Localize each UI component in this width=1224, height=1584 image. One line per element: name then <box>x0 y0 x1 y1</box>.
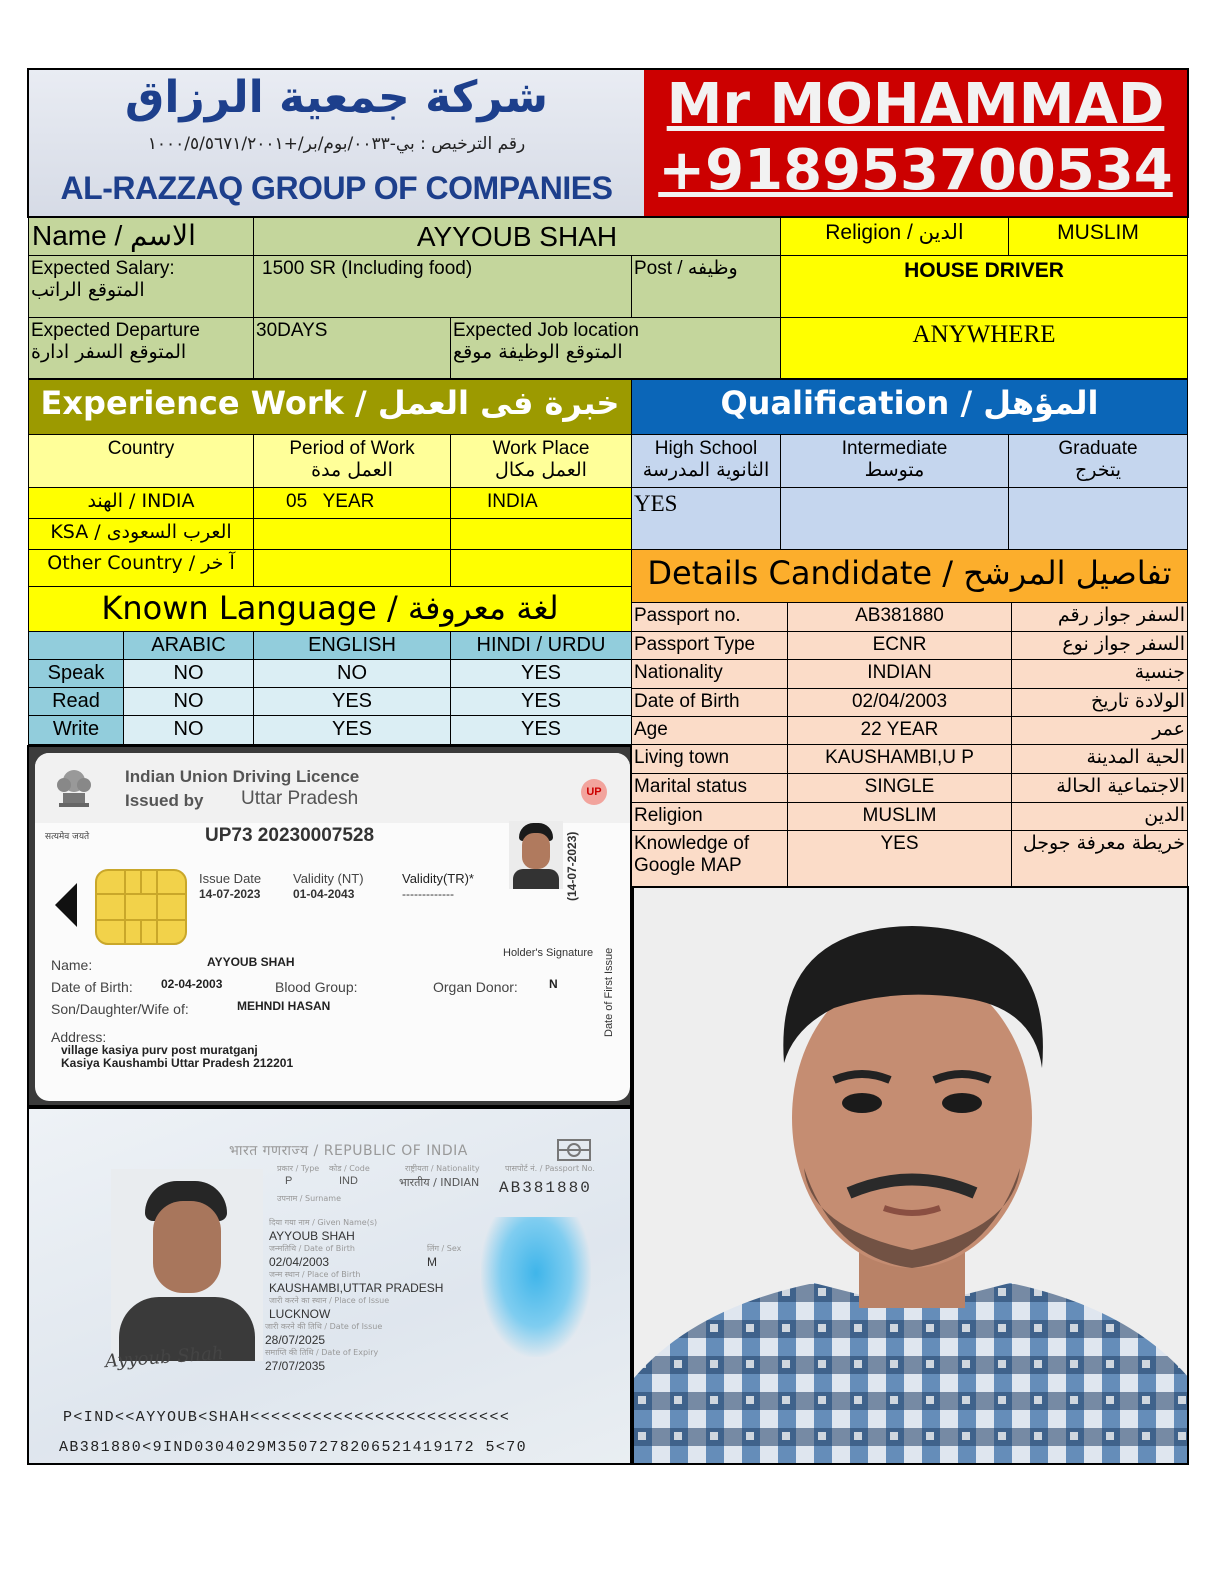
exp-col-period-label: Period of Work <box>289 438 415 459</box>
passport-mrz-line-2: AB381880<9IND0304029M3507278206521419172 5<70 <box>59 1439 528 1456</box>
job-location-value: ANYWHERE <box>780 317 1188 379</box>
details-title: Details Candidate / تفاصيل المرشح <box>631 549 1188 603</box>
departure-label-cell <box>28 317 254 379</box>
candidate-portrait-illustration <box>634 888 1189 1465</box>
details-label: Nationality <box>631 659 788 689</box>
passport-photo <box>111 1169 263 1361</box>
passport-dob: 02/04/2003 <box>269 1255 330 1269</box>
exp-row-country: KSA / العرب السعودى <box>28 518 254 550</box>
qual-col-grad <box>1008 434 1188 488</box>
details-value: KAUSHAMBI,U P <box>787 744 1012 774</box>
exp-col-place-arabic: العمل مكال <box>495 458 587 481</box>
post-label: Post / وظيفه <box>631 255 781 318</box>
validity-nt-label: Validity (NT) <box>293 871 364 886</box>
details-label-arabic: الحية المدينة <box>1011 744 1188 774</box>
qual-inter-value <box>780 487 1009 550</box>
qual-grad-value <box>1008 487 1188 550</box>
religion-value: MUSLIM <box>1008 217 1188 256</box>
arrow-left-icon <box>55 883 79 927</box>
details-label: Passport no. <box>631 602 788 632</box>
details-value: INDIAN <box>787 659 1012 689</box>
religion-label: Religion / الدين <box>780 217 1009 256</box>
candidate-photo <box>632 886 1189 1465</box>
details-label: Knowledge of Google MAP <box>631 830 788 887</box>
qual-col-inter-arabic: متوسط <box>864 458 925 481</box>
exp-col-period <box>253 434 451 488</box>
exp-row-country: الهند / INDIA <box>28 487 254 519</box>
passport-code-label: कोड / Code <box>329 1164 370 1173</box>
qual-high-value: YES <box>631 487 781 550</box>
company-name-english: AL-RAZZAQ GROUP OF COMPANIES <box>60 170 613 206</box>
departure-value: 30DAYS <box>253 317 451 379</box>
exp-row-period <box>253 549 451 587</box>
issue-date: 14-07-2023 <box>199 887 261 901</box>
job-location-label: Expected Job location <box>453 320 639 341</box>
qual-col-inter <box>780 434 1009 488</box>
exp-col-country: Country <box>28 434 254 488</box>
post-value: HOUSE DRIVER <box>780 255 1188 318</box>
language-corner <box>28 631 124 660</box>
language-title: Known Language / لغة معروفة <box>28 586 632 632</box>
passport-nationality-label: राष्ट्रीयता / Nationality <box>405 1164 480 1173</box>
lang-cell: NO <box>123 687 254 716</box>
licence-portrait <box>509 821 563 889</box>
lang-cell: YES <box>450 659 632 688</box>
lang-cell: NO <box>123 659 254 688</box>
first-issue-date: (14-07-2023) <box>565 831 579 901</box>
lang-col-arabic: ARABIC <box>123 631 254 660</box>
relation-name: MEHNDI HASAN <box>237 999 331 1013</box>
blood-group-label: Blood Group: <box>275 979 358 995</box>
details-value: YES <box>787 830 1012 887</box>
details-label-arabic: السفر جواز نوع <box>1011 631 1188 660</box>
lang-cell: NO <box>123 715 254 745</box>
salary-label-cell <box>28 255 254 318</box>
lang-cell: YES <box>253 687 451 716</box>
exp-col-place-label: Work Place <box>492 438 590 459</box>
details-value: 22 YEAR <box>787 716 1012 745</box>
lang-col-hindi: HINDI / URDU <box>450 631 632 660</box>
agent-name: Mr MOHAMMAD <box>666 72 1165 137</box>
exp-row-period: 05 YEAR <box>253 487 451 519</box>
agent-phone: +918953700534 <box>658 138 1173 203</box>
details-value: MUSLIM <box>787 802 1012 831</box>
agent-panel <box>644 70 1187 216</box>
passport-sex: M <box>427 1255 437 1269</box>
details-label-arabic: السفر جواز رقم <box>1011 602 1188 632</box>
details-value: 02/04/2003 <box>787 688 1012 717</box>
qual-col-high <box>631 434 781 488</box>
salary-label: Expected Salary: <box>31 258 175 279</box>
passport-doe-label: समाप्ति की तिथि / Date of Expiry <box>265 1348 379 1357</box>
details-label-arabic: خريطة معرفة جوجل <box>1011 830 1188 887</box>
licence-number: UP73 20230007528 <box>205 825 375 846</box>
driving-licence-image <box>27 745 632 1107</box>
exp-col-period-arabic: العمل مدة <box>311 458 393 481</box>
organ-donor: N <box>549 977 558 991</box>
lang-cell: YES <box>253 715 451 745</box>
passport-given-name: AYYOUB SHAH <box>269 1229 355 1243</box>
details-label-arabic: جنسية <box>1011 659 1188 689</box>
passport-ghost-image <box>481 1217 591 1357</box>
passport-doe: 27/07/2035 <box>265 1359 326 1373</box>
passport-pob: KAUSHAMBI,UTTAR PRADESH <box>269 1281 444 1295</box>
details-value: SINGLE <box>787 773 1012 803</box>
lang-cell: YES <box>450 687 632 716</box>
details-label: Living town <box>631 744 788 774</box>
address-line-2: Kasiya Kaushambi Uttar Pradesh 212201 <box>61 1056 294 1070</box>
exp-row-place: INDIA <box>450 487 632 519</box>
job-location-label-arabic: المتوقع الوظيفة موقع <box>453 340 623 363</box>
address-label: Address: <box>51 1029 107 1045</box>
exp-row-place <box>450 549 632 587</box>
passport-photo-face <box>153 1201 221 1293</box>
passport-poi: LUCKNOW <box>269 1307 331 1321</box>
passport-doi-label: जारी करने की तिथि / Date of Issue <box>265 1322 383 1331</box>
passport-chip-icon <box>557 1139 591 1161</box>
lang-cell: YES <box>450 715 632 745</box>
issue-date-label: Issue Date <box>199 871 262 886</box>
licence-dob-label: Date of Birth: <box>51 979 133 995</box>
qual-col-high-arabic: الثانوية المدرسة <box>642 458 770 481</box>
name-value: AYYOUB SHAH <box>253 217 781 256</box>
qual-col-grad-arabic: يتخرج <box>1074 458 1122 481</box>
passport-nationality: भारतीय / INDIAN <box>399 1176 480 1189</box>
emblem-motto: सत्यमेव जयते <box>45 832 90 842</box>
details-label-arabic: الولادة تاريخ <box>1011 688 1188 717</box>
details-label-arabic: الدين <box>1011 802 1188 831</box>
licence-card <box>35 753 630 1101</box>
qualification-title: Qualification / المؤهل <box>631 379 1188 435</box>
salary-label-arabic: المتوقع الراتب <box>31 278 145 301</box>
validity-tr-label: Validity(TR)* <box>402 871 474 886</box>
licence-name: AYYOUB SHAH <box>207 955 295 969</box>
relation-label: Son/Daughter/Wife of: <box>51 1001 189 1017</box>
validity-nt: 01-04-2043 <box>293 887 355 901</box>
passport-doi: 28/07/2025 <box>265 1333 326 1347</box>
departure-label: Expected Departure <box>31 320 200 341</box>
qual-col-inter-label: Intermediate <box>841 438 948 459</box>
portrait-shirt <box>513 869 559 889</box>
details-label: Passport Type <box>631 631 788 660</box>
details-label: Marital status <box>631 773 788 803</box>
chip-icon <box>95 869 187 945</box>
passport-pob-label: जन्म स्थान / Place of Birth <box>269 1270 361 1279</box>
details-label: Religion <box>631 802 788 831</box>
details-label-arabic: الاجتماعية الحالة <box>1011 773 1188 803</box>
portrait-face <box>522 833 550 869</box>
validity-tr: ------------- <box>402 887 454 901</box>
passport-no-label: पासपोर्ट नं. / Passport No. <box>505 1164 595 1173</box>
licence-issuer: Uttar Pradesh <box>241 788 359 809</box>
licence-dob: 02-04-2003 <box>161 977 223 991</box>
exp-row-place <box>450 518 632 550</box>
ashoka-emblem-icon <box>49 765 99 825</box>
passport-surname-label: उपनाम / Surname <box>277 1194 341 1203</box>
passport-type: P <box>285 1175 293 1187</box>
passport-header: भारत गणराज्य / REPUBLIC OF INDIA <box>229 1143 468 1159</box>
experience-title: Experience Work / خبرة فى العمل <box>28 379 632 435</box>
qual-col-high-label: High School <box>654 438 758 459</box>
details-value: AB381880 <box>787 602 1012 632</box>
organ-donor-label: Organ Donor: <box>433 979 518 995</box>
details-label: Age <box>631 716 788 745</box>
lang-row-label: Write <box>28 715 124 745</box>
qual-col-grad-label: Graduate <box>1058 438 1138 459</box>
first-issue-label: Date of First Issue <box>603 947 615 1037</box>
lang-row-label: Read <box>28 687 124 716</box>
licence-title: Indian Union Driving Licence <box>125 767 360 786</box>
job-location-label-cell <box>450 317 781 379</box>
license-number-arabic: رقم الترخيص : بي-٠٠٣٣/بوم/بر/+١٠٠٠/٥/٥٦٧١/٢٠٠١ <box>147 134 526 154</box>
passport-signature: Ayyoub Shah <box>104 1342 225 1373</box>
exp-row-country: Other Country / آ خر <box>28 549 254 587</box>
licence-name-label: Name: <box>51 957 93 973</box>
company-logo-panel <box>29 70 644 216</box>
address-line-1: village kasiya purv post muratganj <box>61 1043 258 1057</box>
name-label: Name / الاسم <box>28 217 254 256</box>
passport-poi-label: जारी करने का स्थान / Place of Issue <box>269 1296 390 1305</box>
exp-col-place <box>450 434 632 488</box>
state-badge: UP <box>581 779 607 805</box>
passport-code: IND <box>339 1175 358 1187</box>
company-name-arabic: شركة جمعية الرزاق <box>125 72 548 123</box>
passport-dob-label: जन्मतिथि / Date of Birth <box>269 1244 355 1253</box>
departure-label-arabic: المتوقع السفر ادارة <box>31 340 187 363</box>
passport-given-label: दिया गया नाम / Given Name(s) <box>269 1218 378 1227</box>
passport-sex-label: लिंग / Sex <box>427 1244 462 1253</box>
passport-number: AB381880 <box>499 1179 592 1197</box>
licence-issued-by: Issued by <box>125 791 204 810</box>
salary-value: 1500 SR (Including food) <box>253 255 632 318</box>
exp-row-period <box>253 518 451 550</box>
passport-image <box>27 1107 632 1465</box>
details-value: ECNR <box>787 631 1012 660</box>
details-label-arabic: عمر <box>1011 716 1188 745</box>
passport-type-label: प्रकार / Type <box>277 1164 320 1173</box>
passport-mrz-line-1: P<IND<<AYYOUB<SHAH<<<<<<<<<<<<<<<<<<<<<<<<< <box>63 1409 511 1426</box>
holder-signature-label: Holder's Signature <box>503 947 594 959</box>
lang-col-english: ENGLISH <box>253 631 451 660</box>
details-label: Date of Birth <box>631 688 788 717</box>
lang-row-label: Speak <box>28 659 124 688</box>
lang-cell: NO <box>253 659 451 688</box>
